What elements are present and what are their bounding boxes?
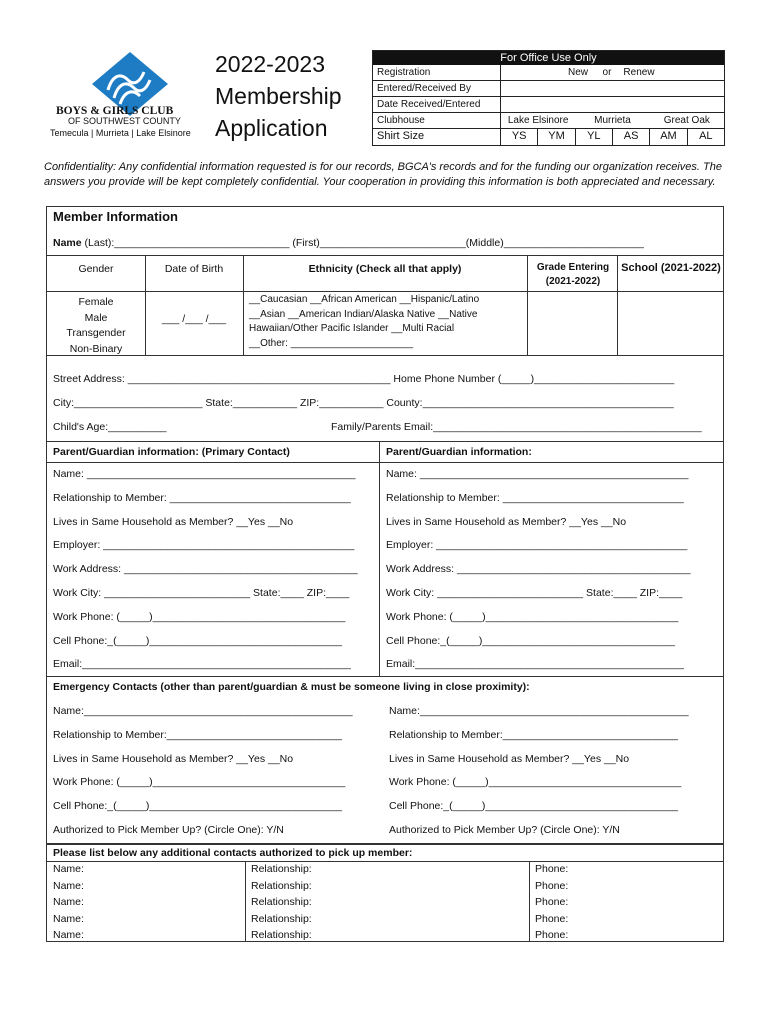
guardian-primary-field-1[interactable]: Relationship to Member: _______________________________: [53, 491, 351, 504]
additional-name-2[interactable]: Name:: [53, 896, 84, 908]
club-lake-elsinore[interactable]: Lake Elsinore: [507, 115, 569, 126]
gender-options: [47, 295, 145, 357]
guardian-secondary-field-0[interactable]: Name: ______________________________________________: [386, 468, 689, 480]
guardian-primary-field-8[interactable]: Email:______________________________________________: [53, 658, 351, 671]
emergency-right-field-1[interactable]: Relationship to Member:______________________________: [389, 728, 678, 741]
guardian-primary-field-4[interactable]: Work Address: ________________________________________: [53, 563, 358, 576]
guardian-secondary-title: Parent/Guardian information:: [386, 446, 532, 458]
office-row-registration: Registration New or Renew: [373, 65, 724, 81]
emergency-right-field-2[interactable]: Lives in Same Household as Member? __Yes __No: [389, 752, 630, 765]
office-or: or: [602, 67, 612, 78]
office-row-clubhouse: Clubhouse Lake Elsinore Murrieta Great Oak: [373, 113, 724, 129]
office-row-entered: Entered/Received By: [373, 81, 724, 97]
club-murrieta[interactable]: Murrieta: [594, 115, 631, 126]
emergency-left-field-0[interactable]: Name:______________________________________________: [53, 705, 353, 717]
member-info-section: [46, 206, 724, 442]
header-gender: Gender: [78, 263, 114, 275]
additional-phone-0[interactable]: Phone:: [535, 863, 569, 875]
office-row-shirt: Shirt Size YS YM YL AS AM AL: [373, 129, 724, 145]
office-new[interactable]: New: [567, 67, 588, 78]
emergency-left-field-2[interactable]: Lives in Same Household as Member? __Yes __No: [53, 752, 294, 765]
title-line2: Membership: [215, 83, 342, 109]
guardian-secondary-field-2[interactable]: Lives in Same Household as Member? __Yes __No: [386, 515, 627, 528]
header-school: School (2021-2022): [621, 262, 721, 274]
additional-relationship-4[interactable]: Relationship:: [251, 929, 312, 941]
additional-relationship-2[interactable]: Relationship:: [251, 896, 312, 908]
additional-relationship-0[interactable]: Relationship:: [251, 863, 312, 875]
logo-name: BOYS & GIRLS CLUB: [56, 105, 174, 117]
guardian-secondary-field-3[interactable]: Employer: ___________________________________________: [386, 539, 688, 552]
guardian-secondary-field-4[interactable]: Work Address: ________________________________________: [386, 563, 691, 576]
guardian-secondary-field-7[interactable]: Cell Phone:_(_____)_________________________________: [386, 634, 676, 647]
shirt-am[interactable]: AM: [650, 129, 687, 145]
guardian-secondary-field-1[interactable]: Relationship to Member: _______________________________: [386, 491, 684, 504]
emergency-left-field-1[interactable]: Relationship to Member:______________________________: [53, 728, 342, 741]
emergency-section: [46, 676, 724, 844]
guardian-secondary-field-6[interactable]: Work Phone: (_____)_________________________________: [386, 610, 679, 623]
additional-name-1[interactable]: Name:: [53, 879, 84, 892]
emergency-left-field-3[interactable]: Work Phone: (_____)_________________________________: [53, 776, 346, 789]
emergency-left-field-5[interactable]: Authorized to Pick Member Up? (Circle One): Y/N: [53, 824, 284, 836]
guardian-primary-field-2[interactable]: Lives in Same Household as Member? __Yes __No: [53, 515, 294, 528]
emergency-left-field-4[interactable]: Cell Phone:_(_____)_________________________________: [53, 800, 343, 813]
additional-name-0[interactable]: Name:: [53, 863, 84, 875]
additional-relationship-3[interactable]: Relationship:: [251, 912, 312, 925]
gender-male[interactable]: Male: [84, 311, 108, 324]
member-name-row[interactable]: Name (Last):______________________________ (First)_________________________(Middle)________________________: [53, 237, 644, 249]
guardian-secondary-field-5[interactable]: Work City: _________________________ State:____ ZIP:____: [386, 587, 683, 599]
guardian-section: [46, 441, 724, 677]
emergency-right-field-4[interactable]: Cell Phone:_(_____)_________________________________: [389, 800, 679, 813]
title-line3: Application: [215, 115, 328, 141]
logo-sub: OF SOUTHWEST COUNTY: [68, 116, 181, 126]
guardian-primary-field-7[interactable]: Cell Phone:_(_____)_________________________________: [53, 634, 343, 647]
additional-contacts-section: [46, 844, 724, 942]
additional-title: Please list below any additional contacts authorized to pick up member:: [53, 847, 413, 859]
club-great-oak[interactable]: Great Oak: [663, 115, 710, 126]
emergency-title: Emergency Contacts (other than parent/guardian & must be someone living in close proximity):: [53, 681, 530, 693]
form-title: [215, 48, 342, 144]
additional-phone-1[interactable]: Phone:: [535, 879, 569, 892]
street-address-row[interactable]: Street Address: _____________________________________________ Home Phone Number (_____)________________________: [53, 373, 675, 385]
office-renew[interactable]: Renew: [623, 67, 655, 78]
additional-name-4[interactable]: Name:: [53, 929, 84, 941]
dob-field[interactable]: ___ /___ /___: [161, 313, 227, 325]
shirt-as[interactable]: AS: [613, 129, 650, 145]
emergency-right-field-5[interactable]: Authorized to Pick Member Up? (Circle One): Y/N: [389, 824, 620, 836]
city-row[interactable]: City:______________________ State:___________ ZIP:___________ County:___________________________________________: [53, 397, 674, 409]
confidentiality-note: Confidentiality: Any confidential information requested is for our records, BGCA's records and for the funding our organization receives. The answers you provide will be kept completely confidential. Your cooperation in providing this information is both appreciated and necessary.: [44, 161, 722, 188]
additional-relationship-1[interactable]: Relationship:: [251, 879, 312, 892]
additional-phone-4[interactable]: Phone:: [535, 929, 569, 941]
header-grade: Grade Entering (2021-2022): [536, 262, 610, 287]
header-ethnicity: Ethnicity (Check all that apply): [308, 263, 462, 275]
child-age-field[interactable]: Child's Age:__________: [53, 421, 167, 433]
office-use-header: For Office Use Only: [373, 51, 724, 65]
header-dob: Date of Birth: [164, 263, 224, 275]
family-email-field[interactable]: Family/Parents Email:______________________________________________: [331, 421, 702, 433]
gender-non-binary[interactable]: Non-Binary: [69, 342, 123, 355]
guardian-primary-field-0[interactable]: Name: ______________________________________________: [53, 468, 356, 480]
guardian-primary-title: Parent/Guardian information: (Primary Contact): [53, 446, 290, 458]
shirt-al[interactable]: AL: [699, 130, 713, 142]
office-use-table: [372, 50, 725, 146]
guardian-primary-field-3[interactable]: Employer: ___________________________________________: [53, 539, 355, 552]
guardian-primary-field-5[interactable]: Work City: _________________________ State:____ ZIP:____: [53, 587, 350, 599]
club-logo: [50, 48, 210, 143]
office-row-date: Date Received/Entered: [373, 97, 724, 113]
ethnicity-options[interactable]: __Caucasian __African American __Hispanic/Latino __Asian __American Indian/Alaska Native __Native Hawaiian/Other Pacific Islander __Multi Racial __Other: ______________________: [249, 294, 480, 349]
emergency-right-field-3[interactable]: Work Phone: (_____)_________________________________: [389, 776, 682, 789]
emergency-right-field-0[interactable]: Name:______________________________________________: [389, 705, 689, 717]
gender-transgender[interactable]: Transgender: [66, 327, 126, 339]
additional-phone-3[interactable]: Phone:: [535, 912, 569, 925]
shirt-yl[interactable]: YL: [576, 129, 613, 145]
shirt-ym[interactable]: YM: [538, 129, 575, 145]
guardian-primary-field-6[interactable]: Work Phone: (_____)_________________________________: [53, 610, 346, 623]
gender-female[interactable]: Female: [78, 296, 114, 308]
title-year: 2022-2023: [215, 51, 325, 77]
logo-locations: Temecula | Murrieta | Lake Elsinore: [50, 128, 191, 138]
shirt-ys[interactable]: YS: [501, 129, 538, 145]
guardian-secondary-field-8[interactable]: Email:______________________________________________: [386, 658, 684, 671]
additional-name-3[interactable]: Name:: [53, 912, 84, 925]
member-info-title: Member Information: [53, 209, 178, 224]
additional-phone-2[interactable]: Phone:: [535, 896, 569, 908]
